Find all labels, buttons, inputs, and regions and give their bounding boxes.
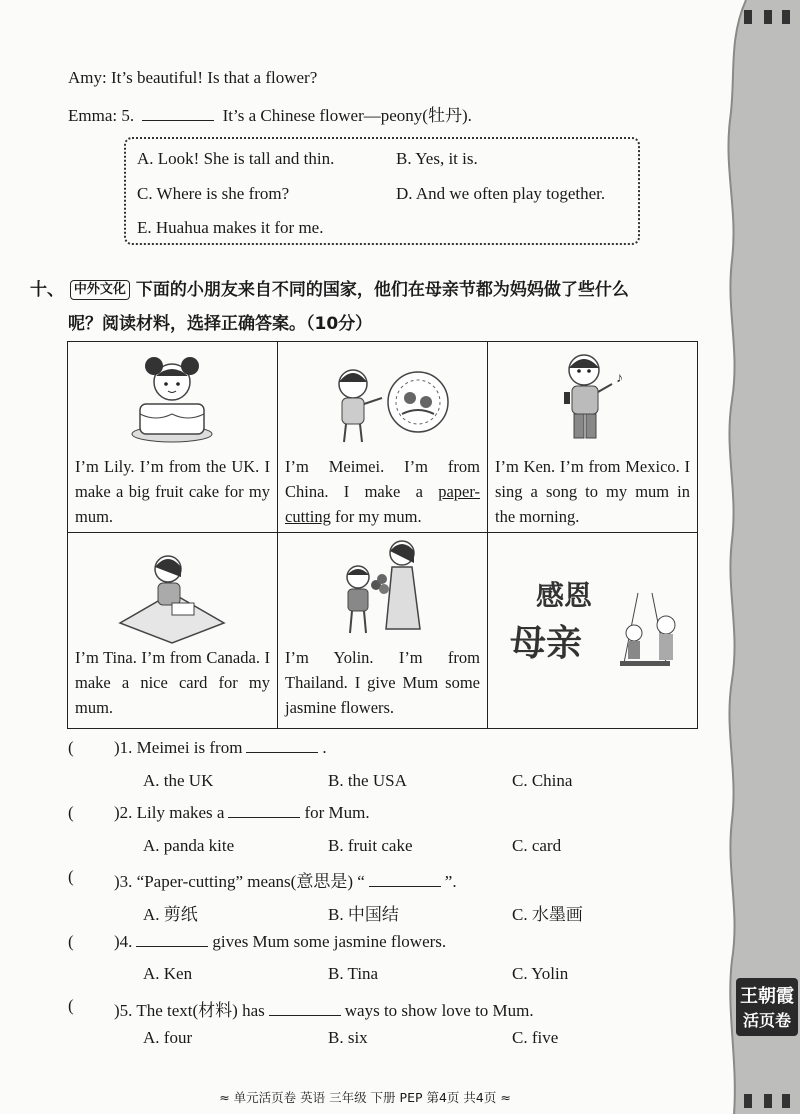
card-tina-text: I’m Tina. I’m from Canada. I make a nice card for my mum. bbox=[75, 648, 270, 717]
q3-choice-b[interactable]: B. 中国结 bbox=[328, 905, 399, 924]
q4-choice-c[interactable]: C. Yolin bbox=[512, 964, 569, 983]
q5-paren[interactable]: ( bbox=[68, 996, 74, 1015]
q1-choice-c[interactable]: C. China bbox=[512, 771, 573, 790]
reading-grid bbox=[67, 341, 698, 729]
girl-with-papercut-illustration bbox=[278, 342, 487, 454]
q4-text: )4. bbox=[114, 932, 133, 951]
q5-choice-a[interactable]: A. four bbox=[143, 1028, 193, 1047]
question-1 bbox=[114, 738, 327, 758]
card-meimei bbox=[278, 342, 488, 533]
option-a: A. Look! She is tall and thin. bbox=[137, 149, 335, 168]
option-e: E. Huahua makes it for me. bbox=[137, 218, 324, 237]
q3-text: )3. “Paper-cutting” means(意思是) “ bbox=[114, 872, 365, 891]
girl-making-card-illustration bbox=[68, 533, 277, 645]
card-ken bbox=[488, 342, 698, 533]
card-yolin-text: I’m Yolin. I’m from Thailand. I give Mum some jasmine flowers. bbox=[285, 648, 480, 717]
q5-after: ways to show love to Mum. bbox=[344, 1001, 534, 1020]
torn-page-edge bbox=[716, 0, 800, 1114]
q3-choice-c[interactable]: C. 水墨画 bbox=[512, 905, 583, 924]
question-5 bbox=[114, 996, 534, 1021]
card-tina bbox=[68, 533, 278, 729]
q2-choice-b[interactable]: B. fruit cake bbox=[328, 836, 413, 855]
option-d: D. And we often play together. bbox=[396, 184, 606, 203]
q3-paren[interactable]: ( bbox=[68, 867, 74, 886]
question-2 bbox=[114, 803, 370, 823]
q5-choice-b[interactable]: B. six bbox=[328, 1028, 368, 1047]
question-4 bbox=[114, 932, 446, 952]
section-title-line2: 呢？阅读材料，选择正确答案。（10分） bbox=[68, 314, 373, 334]
q5-text: )5. The text(材料) has bbox=[114, 1001, 265, 1020]
q1-choice-a[interactable]: A. the UK bbox=[143, 771, 214, 790]
q5-blank[interactable] bbox=[269, 1001, 341, 1016]
question-3 bbox=[114, 867, 457, 892]
q3-after: ”. bbox=[444, 872, 457, 891]
dialogue-amy: Amy: It’s beautiful! Is that a flower? bbox=[68, 68, 318, 87]
card-lily bbox=[68, 342, 278, 533]
q3-choice-a[interactable]: A. 剪纸 bbox=[143, 905, 198, 924]
card-meimei-text bbox=[278, 454, 487, 529]
q4-blank[interactable] bbox=[136, 932, 208, 947]
option-c: C. Where is she from? bbox=[137, 184, 290, 203]
poster-top-text: 感恩 bbox=[536, 579, 593, 612]
brand-line2: 活页卷 bbox=[742, 1011, 791, 1030]
q1-after: . bbox=[322, 738, 327, 757]
q2-paren[interactable]: ( bbox=[68, 803, 74, 822]
card-meimei-text-pre: I’m Meimei. I’m from China. I make a bbox=[285, 457, 480, 501]
mothers-day-poster bbox=[488, 533, 697, 723]
q1-blank[interactable] bbox=[246, 738, 318, 753]
q2-choice-a[interactable]: A. panda kite bbox=[143, 836, 235, 855]
q4-choice-b[interactable]: B. Tina bbox=[328, 964, 379, 983]
brand-badge bbox=[736, 978, 798, 1036]
q3-blank[interactable] bbox=[369, 872, 441, 887]
boy-giving-flowers-illustration bbox=[278, 533, 487, 645]
boy-singing-illustration bbox=[488, 342, 697, 454]
q4-paren[interactable]: ( bbox=[68, 932, 74, 951]
card-meimei-text-post: for my mum. bbox=[330, 507, 422, 526]
q2-text: )2. Lily makes a bbox=[114, 803, 225, 822]
q4-choice-a[interactable]: A. Ken bbox=[143, 964, 193, 983]
q2-choice-c[interactable]: C. card bbox=[512, 836, 562, 855]
q1-text: )1. Meimei is from bbox=[114, 738, 243, 757]
q1-paren[interactable]: ( bbox=[68, 738, 74, 757]
emma-suffix: It’s a Chinese flower—peony(牡丹). bbox=[222, 106, 472, 125]
section-number: 十、 bbox=[30, 280, 64, 300]
card-lily-text: I’m Lily. I’m from the UK. I make a big fruit cake for my mum. bbox=[75, 457, 270, 526]
answer-blank-5[interactable] bbox=[142, 106, 214, 121]
q2-after: for Mum. bbox=[304, 803, 370, 822]
q1-choice-b[interactable]: B. the USA bbox=[328, 771, 407, 790]
option-b: B. Yes, it is. bbox=[396, 149, 478, 168]
page-footer: ≈ 单元活页卷 英语 三年级 下册 PEP 第4页 共4页 ≈ bbox=[219, 1090, 511, 1105]
card-ken-text: I’m Ken. I’m from Mexico. I sing a song to my mum in the morning. bbox=[495, 457, 690, 526]
card-meimei-underlined: paper-cutting bbox=[285, 482, 480, 526]
poster-bottom-text: 母亲 bbox=[510, 623, 583, 664]
card-poster bbox=[488, 533, 698, 729]
girl-with-cake-illustration bbox=[68, 342, 277, 454]
section-heading bbox=[30, 275, 629, 300]
q4-after: gives Mum some jasmine flowers. bbox=[212, 932, 447, 951]
dialogue-emma bbox=[68, 101, 472, 126]
section-title-line1: 下面的小朋友来自不同的国家，他们在母亲节都为妈妈做了些什么 bbox=[135, 280, 629, 300]
card-yolin bbox=[278, 533, 488, 729]
q5-choice-c[interactable]: C. five bbox=[512, 1028, 559, 1047]
section-tag: 中外文化 bbox=[70, 280, 130, 300]
emma-prefix: Emma: 5. bbox=[68, 106, 135, 125]
brand-line1: 王朝霞 bbox=[740, 986, 794, 1007]
q2-blank[interactable] bbox=[228, 803, 300, 818]
svg-text:♪: ♪ bbox=[616, 371, 623, 386]
